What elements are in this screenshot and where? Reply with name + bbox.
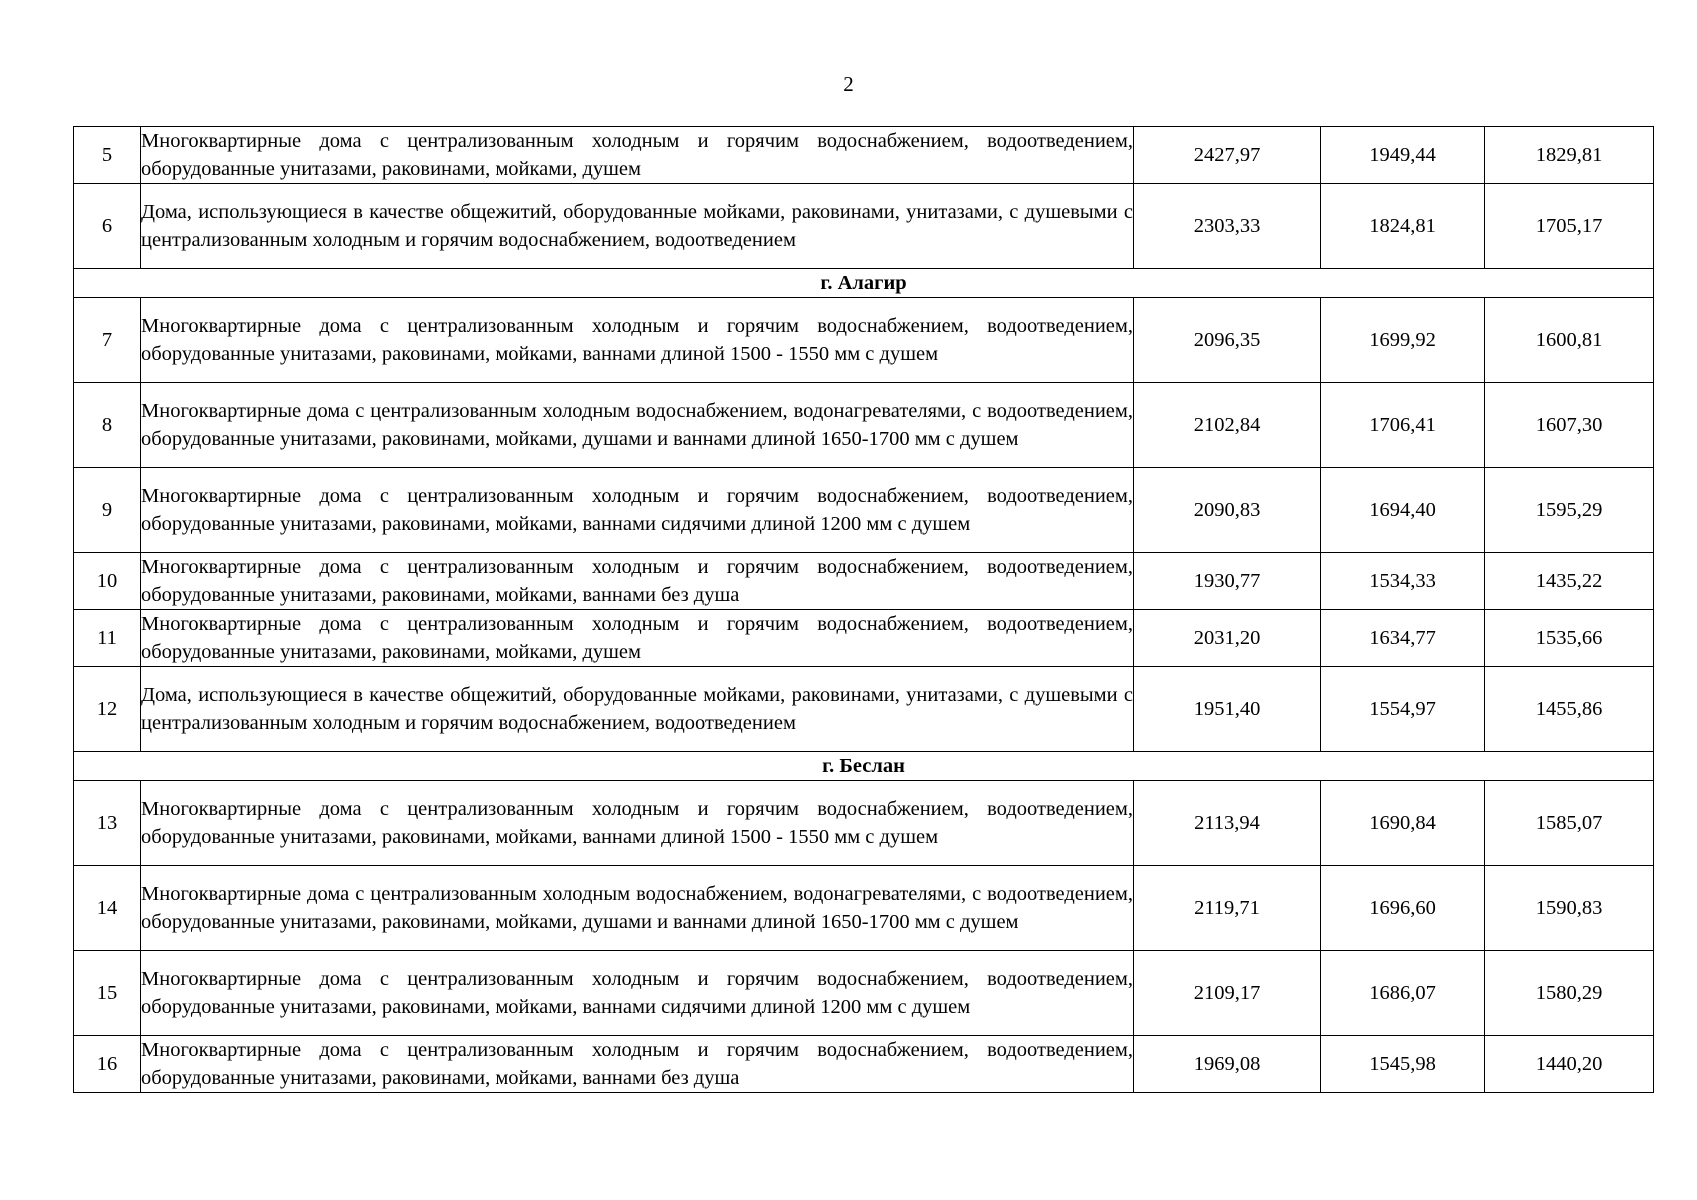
row-number: 14 [74,866,141,951]
table-row [74,127,1654,184]
row-description: Многоквартирные дома с централизованным холодным и горячим водоснабжением, водоотведением, оборудованные унитазами, раковинами, мойками, ваннами длиной 1500 - 1550 мм с душем [141,298,1134,383]
row-number: 7 [74,298,141,383]
row-description: Многоквартирные дома с централизованным холодным и горячим водоснабжением, водоотведением, оборудованные унитазами, раковинами, мойками, ваннами без душа [141,553,1134,610]
value-col-3: 1595,29 [1485,468,1654,553]
table-row [74,184,1654,269]
value-col-3: 1829,81 [1485,127,1654,184]
page-number: 2 [843,72,854,96]
value-col-1: 2102,84 [1134,383,1321,468]
value-col-2: 1554,97 [1321,667,1485,752]
value-col-1: 2096,35 [1134,298,1321,383]
section-row [74,752,1654,781]
row-description: Многоквартирные дома с централизованным холодным и горячим водоснабжением, водоотведением, оборудованные унитазами, раковинами, мойками, ваннами без душа [141,1036,1134,1093]
section-heading: г. Беслан [74,752,1654,781]
value-col-3: 1440,20 [1485,1036,1654,1093]
table-row [74,468,1654,553]
section-heading: г. Алагир [74,269,1654,298]
table-row [74,383,1654,468]
value-col-1: 2303,33 [1134,184,1321,269]
row-description: Многоквартирные дома с централизованным холодным и горячим водоснабжением, водоотведением, оборудованные унитазами, раковинами, мойками, ваннами длиной 1500 - 1550 мм с душем [141,781,1134,866]
value-col-1: 2109,17 [1134,951,1321,1036]
tariff-table [73,126,1654,1093]
value-col-3: 1535,66 [1485,610,1654,667]
value-col-1: 1930,77 [1134,553,1321,610]
row-description: Многоквартирные дома с централизованным холодным и горячим водоснабжением, водоотведением, оборудованные унитазами, раковинами, мойками, ваннами сидячими длиной 1200 мм с душем [141,468,1134,553]
row-description: Дома, использующиеся в качестве общежитий, оборудованные мойками, раковинами, унитазами, с душевыми с централизованным холодным и горячим водоснабжением, водоотведением [141,184,1134,269]
value-col-2: 1706,41 [1321,383,1485,468]
value-col-3: 1580,29 [1485,951,1654,1036]
table-row [74,553,1654,610]
value-col-1: 2119,71 [1134,866,1321,951]
section-row [74,269,1654,298]
value-col-1: 2113,94 [1134,781,1321,866]
value-col-2: 1690,84 [1321,781,1485,866]
value-col-3: 1705,17 [1485,184,1654,269]
row-number: 8 [74,383,141,468]
value-col-3: 1607,30 [1485,383,1654,468]
row-description: Многоквартирные дома с централизованным холодным и горячим водоснабжением, водоотведением, оборудованные унитазами, раковинами, мойками, душем [141,127,1134,184]
table-row [74,667,1654,752]
table-row [74,1036,1654,1093]
value-col-2: 1694,40 [1321,468,1485,553]
row-number: 15 [74,951,141,1036]
value-col-2: 1696,60 [1321,866,1485,951]
row-description: Многоквартирные дома с централизованным холодным водоснабжением, водонагревателями, с водоотведением, оборудованные унитазами, раковинами, мойками, душами и ваннами длиной 1650-1700 мм с душем [141,866,1134,951]
value-col-3: 1600,81 [1485,298,1654,383]
row-number: 11 [74,610,141,667]
row-number: 10 [74,553,141,610]
row-number: 6 [74,184,141,269]
value-col-3: 1435,22 [1485,553,1654,610]
row-description: Многоквартирные дома с централизованным холодным и горячим водоснабжением, водоотведением, оборудованные унитазами, раковинами, мойками, ваннами сидячими длиной 1200 мм с душем [141,951,1134,1036]
row-description: Многоквартирные дома с централизованным холодным и горячим водоснабжением, водоотведением, оборудованные унитазами, раковинами, мойками, душем [141,610,1134,667]
value-col-1: 2090,83 [1134,468,1321,553]
value-col-3: 1585,07 [1485,781,1654,866]
value-col-3: 1590,83 [1485,866,1654,951]
table-row [74,781,1654,866]
value-col-2: 1545,98 [1321,1036,1485,1093]
row-description: Дома, использующиеся в качестве общежитий, оборудованные мойками, раковинами, унитазами, с душевыми с централизованным холодным и горячим водоснабжением, водоотведением [141,667,1134,752]
value-col-1: 2031,20 [1134,610,1321,667]
row-number: 9 [74,468,141,553]
row-number: 5 [74,127,141,184]
value-col-3: 1455,86 [1485,667,1654,752]
table-row [74,866,1654,951]
row-number: 12 [74,667,141,752]
value-col-1: 1951,40 [1134,667,1321,752]
table-row [74,951,1654,1036]
row-number: 16 [74,1036,141,1093]
value-col-2: 1824,81 [1321,184,1485,269]
table-row [74,298,1654,383]
value-col-1: 1969,08 [1134,1036,1321,1093]
value-col-2: 1634,77 [1321,610,1485,667]
value-col-1: 2427,97 [1134,127,1321,184]
row-description: Многоквартирные дома с централизованным холодным водоснабжением, водонагревателями, с водоотведением, оборудованные унитазами, раковинами, мойками, душами и ваннами длиной 1650-1700 мм с душем [141,383,1134,468]
value-col-2: 1949,44 [1321,127,1485,184]
row-number: 13 [74,781,141,866]
table-row [74,610,1654,667]
value-col-2: 1699,92 [1321,298,1485,383]
value-col-2: 1686,07 [1321,951,1485,1036]
value-col-2: 1534,33 [1321,553,1485,610]
